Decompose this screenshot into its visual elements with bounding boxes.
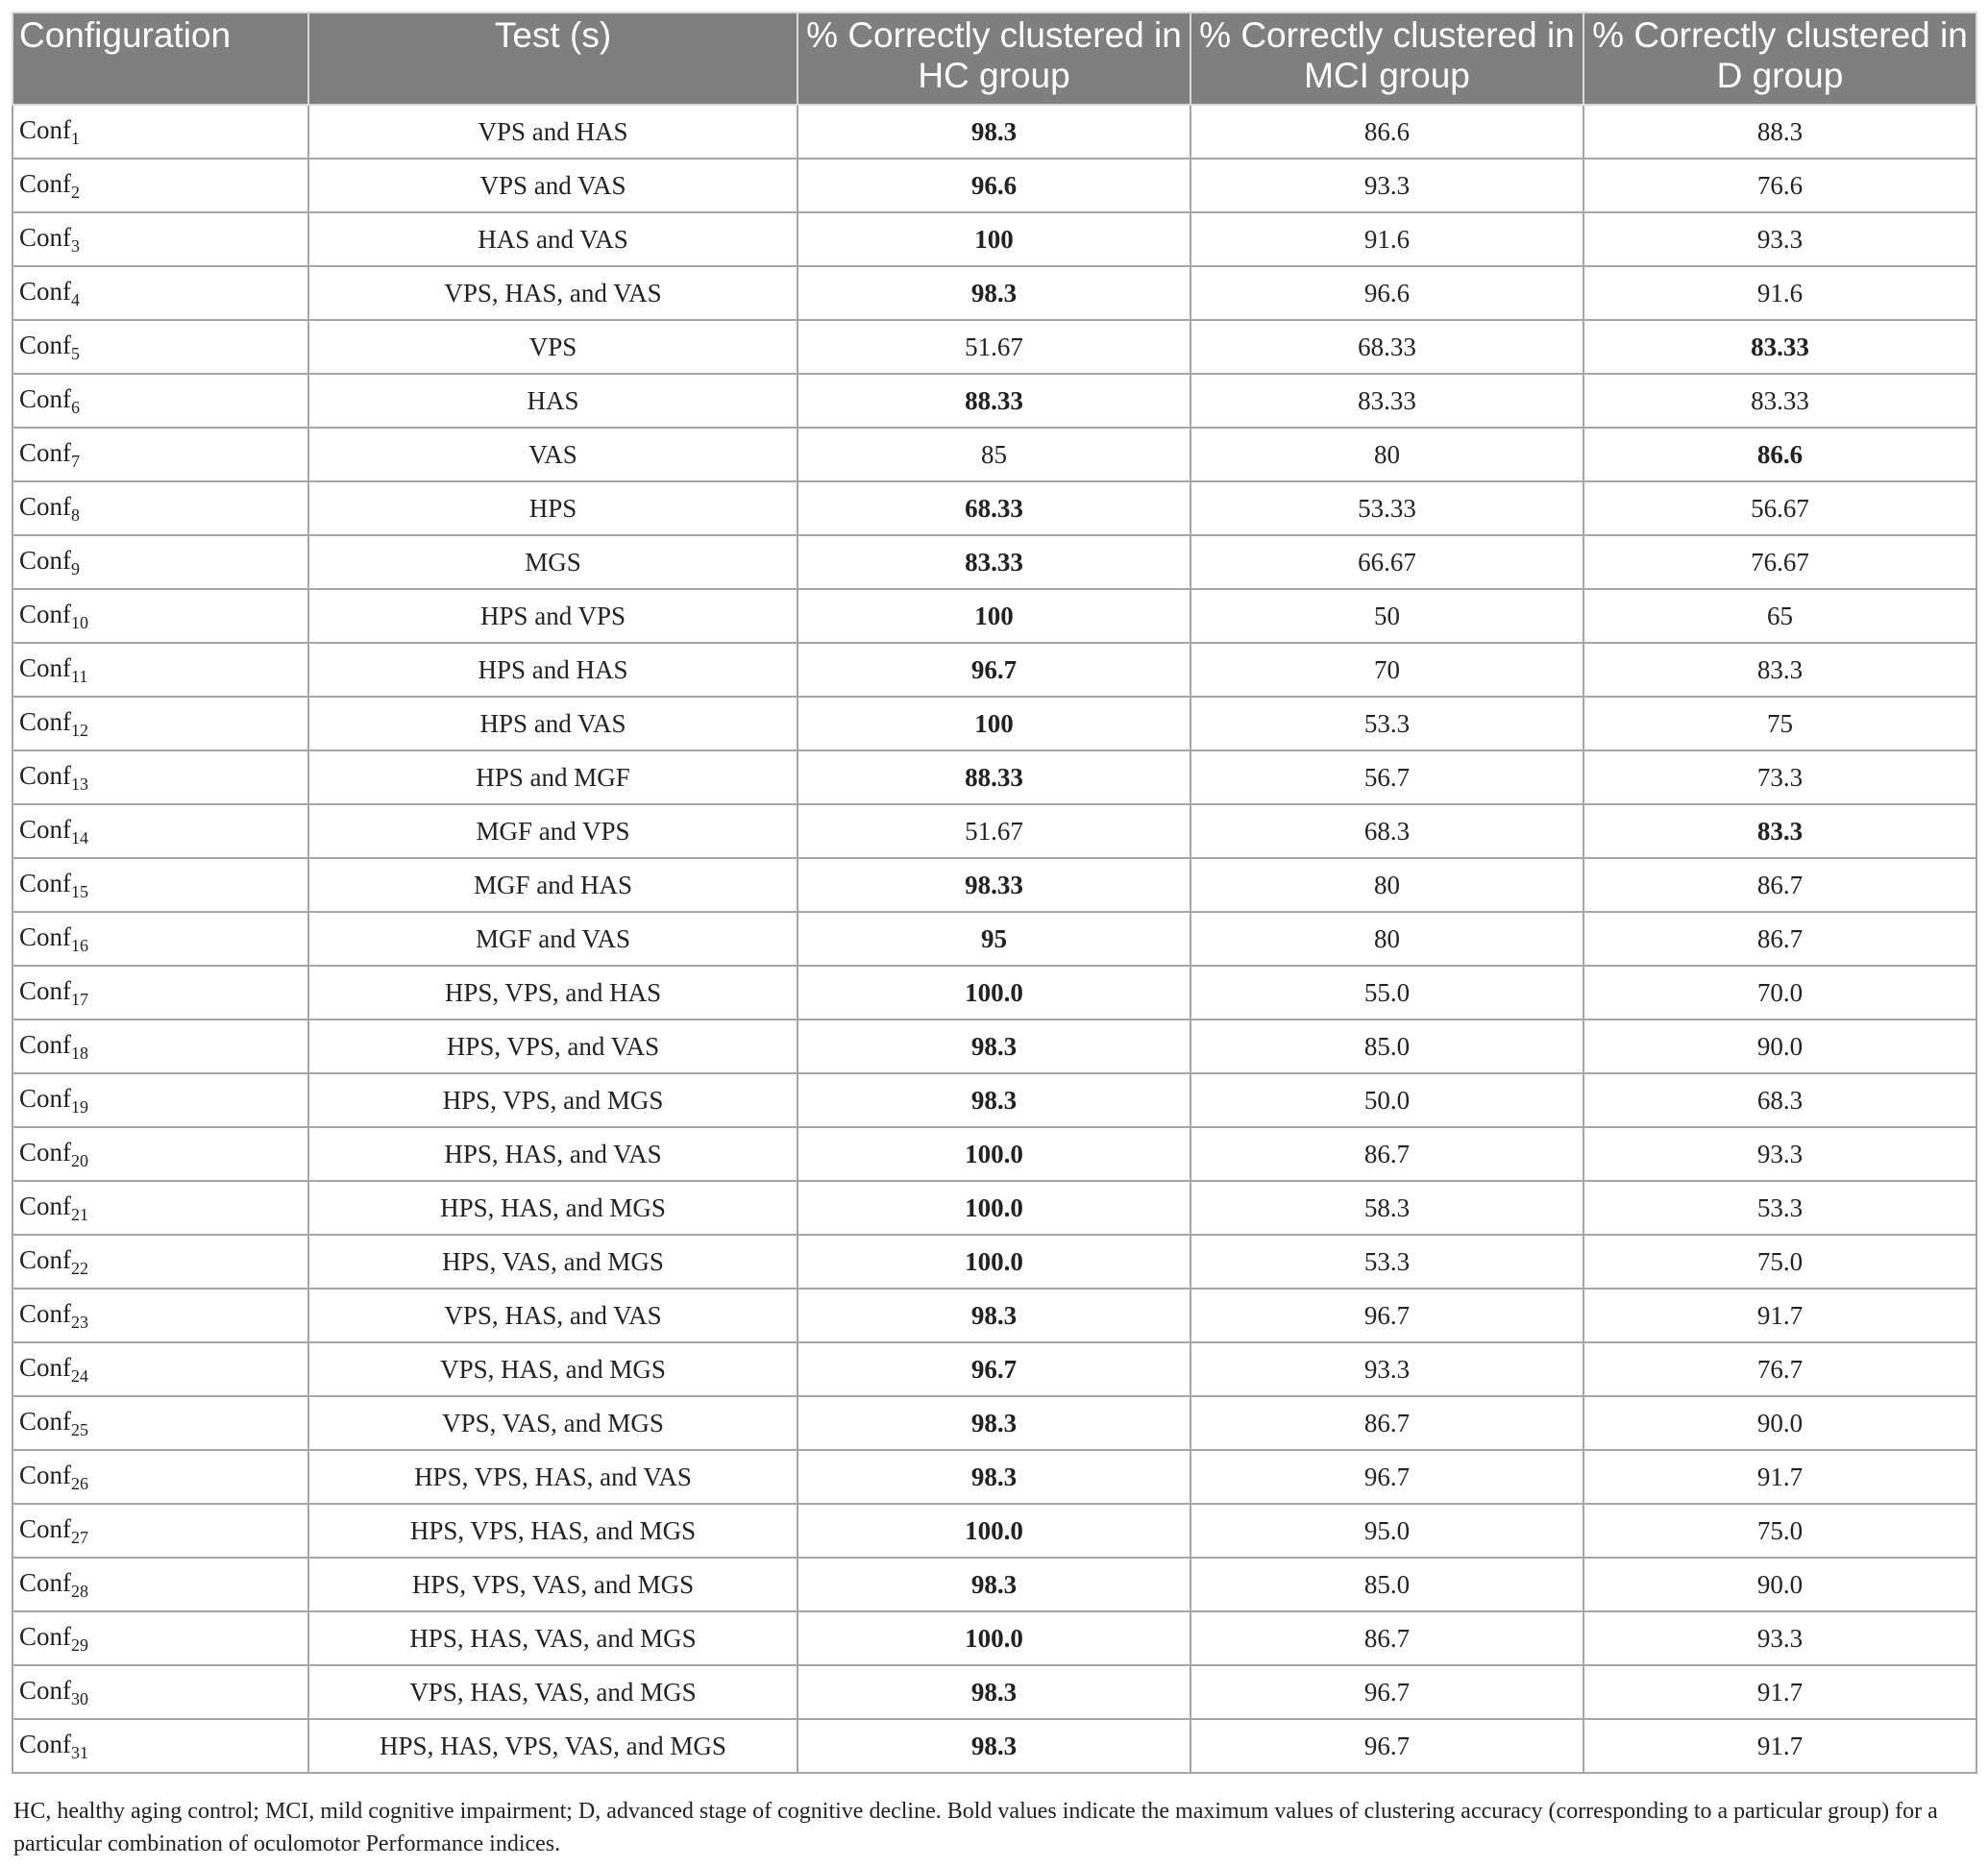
cell-tests: HPS, VAS, and MGS	[308, 1235, 798, 1289]
configuration-index: 24	[71, 1365, 88, 1386]
header-hc-group: % Correctly clustered in HC group	[798, 12, 1190, 105]
cell-d-value: 75	[1583, 697, 1976, 750]
cell-d-value: 91.7	[1583, 1665, 1976, 1719]
cell-configuration	[12, 1289, 308, 1342]
configuration-index: 8	[71, 504, 80, 525]
cell-tests: HPS, HAS, VPS, VAS, and MGS	[308, 1719, 798, 1773]
table-row	[12, 159, 1976, 212]
header-d-group: % Correctly clustered in D group	[1583, 12, 1976, 105]
configuration-label: Conf	[19, 1244, 71, 1274]
configuration-label: Conf	[19, 1083, 71, 1113]
configuration-index: 26	[71, 1473, 88, 1493]
cell-hc-value: 98.3	[798, 1289, 1190, 1342]
cell-hc-value: 98.3	[798, 1719, 1190, 1773]
cell-configuration	[12, 535, 308, 589]
cell-tests: VPS, HAS, and VAS	[308, 266, 798, 320]
cell-hc-value: 100.0	[798, 1611, 1190, 1665]
table-row	[12, 858, 1976, 912]
cell-d-value: 91.7	[1583, 1719, 1976, 1773]
configuration-label: Conf	[19, 330, 71, 359]
cell-tests: HPS, HAS, and MGS	[308, 1181, 798, 1235]
configuration-index: 23	[71, 1312, 88, 1332]
configuration-label: Conf	[19, 760, 71, 790]
cell-tests: MGF and VPS	[308, 804, 798, 858]
cell-configuration	[12, 1235, 308, 1289]
cell-configuration	[12, 212, 308, 266]
cell-hc-value: 51.67	[798, 320, 1190, 374]
cell-mci-value: 96.7	[1190, 1450, 1583, 1504]
table-row	[12, 966, 1976, 1019]
cell-tests: HPS, VPS, and VAS	[308, 1019, 798, 1073]
cell-configuration	[12, 1073, 308, 1127]
cell-mci-value: 68.33	[1190, 320, 1583, 374]
cell-mci-value: 66.67	[1190, 535, 1583, 589]
cell-mci-value: 83.33	[1190, 374, 1583, 428]
configuration-label: Conf	[19, 222, 71, 252]
cell-hc-value: 88.33	[798, 374, 1190, 428]
configuration-label: Conf	[19, 868, 71, 897]
cell-mci-value: 55.0	[1190, 966, 1583, 1019]
configuration-index: 27	[71, 1527, 88, 1547]
cell-d-value: 86.7	[1583, 912, 1976, 966]
table-row	[12, 912, 1976, 966]
configuration-label: Conf	[19, 1621, 71, 1651]
cell-mci-value: 86.7	[1190, 1611, 1583, 1665]
cell-d-value: 93.3	[1583, 1127, 1976, 1181]
configuration-label: Conf	[19, 1191, 71, 1220]
cell-mci-value: 56.7	[1190, 750, 1583, 804]
cell-hc-value: 51.67	[798, 804, 1190, 858]
table-header	[12, 12, 1976, 105]
cell-tests: HAS	[308, 374, 798, 428]
table-row	[12, 374, 1976, 428]
cell-hc-value: 98.3	[798, 1665, 1190, 1719]
cell-d-value: 93.3	[1583, 212, 1976, 266]
configuration-index: 12	[71, 720, 88, 740]
cell-d-value: 76.7	[1583, 1342, 1976, 1396]
cell-mci-value: 93.3	[1190, 1342, 1583, 1396]
cell-d-value: 76.6	[1583, 159, 1976, 212]
cell-mci-value: 50	[1190, 589, 1583, 643]
cell-configuration	[12, 912, 308, 966]
cell-mci-value: 86.6	[1190, 105, 1583, 159]
cell-tests: VPS, HAS, and VAS	[308, 1289, 798, 1342]
cell-tests: HAS and VAS	[308, 212, 798, 266]
configuration-label: Conf	[19, 114, 71, 144]
cell-d-value: 93.3	[1583, 1611, 1976, 1665]
cell-mci-value: 80	[1190, 858, 1583, 912]
table-row	[12, 320, 1976, 374]
cell-tests: MGF and HAS	[308, 858, 798, 912]
table-row	[12, 1289, 1976, 1342]
cell-configuration	[12, 1719, 308, 1773]
cell-configuration	[12, 266, 308, 320]
configuration-index: 29	[71, 1634, 88, 1655]
table-row	[12, 589, 1976, 643]
cell-hc-value: 98.3	[798, 1450, 1190, 1504]
configuration-label: Conf	[19, 1460, 71, 1489]
table-row	[12, 1235, 1976, 1289]
cell-tests: HPS, HAS, VAS, and MGS	[308, 1611, 798, 1665]
cell-tests: MGF and VAS	[308, 912, 798, 966]
cell-mci-value: 85.0	[1190, 1558, 1583, 1611]
configuration-index: 11	[71, 666, 88, 686]
cell-d-value: 56.67	[1583, 481, 1976, 535]
cell-configuration	[12, 1396, 308, 1450]
configuration-index: 2	[71, 182, 80, 202]
configuration-index: 28	[71, 1581, 88, 1601]
cell-hc-value: 98.3	[798, 1073, 1190, 1127]
cell-configuration	[12, 697, 308, 750]
cell-configuration	[12, 643, 308, 697]
table-row	[12, 1342, 1976, 1396]
cell-configuration	[12, 105, 308, 159]
header-mci-group: % Correctly clustered in MCI group	[1190, 12, 1583, 105]
configuration-label: Conf	[19, 1029, 71, 1059]
cell-hc-value: 68.33	[798, 481, 1190, 535]
cell-mci-value: 93.3	[1190, 159, 1583, 212]
configuration-label: Conf	[19, 276, 71, 306]
header-tests: Test (s)	[308, 12, 798, 105]
cell-d-value: 75.0	[1583, 1504, 1976, 1558]
cell-tests: HPS, HAS, and VAS	[308, 1127, 798, 1181]
cell-tests: VPS, HAS, and MGS	[308, 1342, 798, 1396]
table-row	[12, 750, 1976, 804]
configuration-index: 4	[71, 289, 80, 309]
configuration-label: Conf	[19, 1567, 71, 1597]
table-row	[12, 1073, 1976, 1127]
configuration-index: 10	[71, 612, 88, 632]
configuration-label: Conf	[19, 168, 71, 198]
table-row	[12, 428, 1976, 481]
cell-d-value: 90.0	[1583, 1396, 1976, 1450]
cell-configuration	[12, 589, 308, 643]
cell-configuration	[12, 966, 308, 1019]
cell-mci-value: 80	[1190, 912, 1583, 966]
cell-mci-value: 58.3	[1190, 1181, 1583, 1235]
table-row	[12, 697, 1976, 750]
configuration-index: 25	[71, 1419, 88, 1439]
cell-hc-value: 98.3	[798, 105, 1190, 159]
configuration-index: 19	[71, 1096, 88, 1117]
configuration-label: Conf	[19, 1406, 71, 1436]
configuration-index: 31	[71, 1742, 88, 1762]
cell-d-value: 83.3	[1583, 804, 1976, 858]
cell-mci-value: 85.0	[1190, 1019, 1583, 1073]
configuration-label: Conf	[19, 437, 71, 467]
cell-mci-value: 91.6	[1190, 212, 1583, 266]
cell-configuration	[12, 1181, 308, 1235]
cell-d-value: 91.7	[1583, 1450, 1976, 1504]
configuration-index: 3	[71, 235, 80, 256]
configuration-label: Conf	[19, 975, 71, 1005]
cell-hc-value: 98.3	[798, 266, 1190, 320]
table-row	[12, 212, 1976, 266]
cell-tests: VPS and VAS	[308, 159, 798, 212]
cell-hc-value: 96.6	[798, 159, 1190, 212]
configuration-label: Conf	[19, 652, 71, 682]
table-row	[12, 1450, 1976, 1504]
cell-hc-value: 100.0	[798, 1504, 1190, 1558]
cell-tests: VPS, HAS, VAS, and MGS	[308, 1665, 798, 1719]
cell-configuration	[12, 1558, 308, 1611]
configuration-index: 20	[71, 1150, 88, 1170]
cell-configuration	[12, 1665, 308, 1719]
configuration-index: 13	[71, 774, 88, 794]
cell-configuration	[12, 1504, 308, 1558]
configuration-index: 16	[71, 935, 88, 955]
cell-hc-value: 88.33	[798, 750, 1190, 804]
cell-configuration	[12, 750, 308, 804]
cell-d-value: 91.7	[1583, 1289, 1976, 1342]
cell-configuration	[12, 1611, 308, 1665]
cell-mci-value: 96.7	[1190, 1665, 1583, 1719]
table-row	[12, 1127, 1976, 1181]
cell-d-value: 88.3	[1583, 105, 1976, 159]
configuration-index: 17	[71, 989, 88, 1009]
cell-tests: VAS	[308, 428, 798, 481]
cell-mci-value: 96.7	[1190, 1289, 1583, 1342]
cell-hc-value: 98.3	[798, 1396, 1190, 1450]
cell-hc-value: 98.3	[798, 1019, 1190, 1073]
cell-hc-value: 100	[798, 212, 1190, 266]
cell-d-value: 83.3	[1583, 643, 1976, 697]
cell-mci-value: 53.3	[1190, 697, 1583, 750]
cell-configuration	[12, 320, 308, 374]
cell-hc-value: 95	[798, 912, 1190, 966]
cell-mci-value: 95.0	[1190, 1504, 1583, 1558]
cell-d-value: 73.3	[1583, 750, 1976, 804]
table-row	[12, 643, 1976, 697]
cell-mci-value: 53.3	[1190, 1235, 1583, 1289]
cell-configuration	[12, 481, 308, 535]
cell-tests: HPS, VPS, HAS, and MGS	[308, 1504, 798, 1558]
cell-tests: HPS, VPS, and MGS	[308, 1073, 798, 1127]
table-row	[12, 1181, 1976, 1235]
configuration-index: 18	[71, 1043, 88, 1063]
cell-tests: VPS and HAS	[308, 105, 798, 159]
cell-d-value: 86.7	[1583, 858, 1976, 912]
table-row	[12, 1396, 1976, 1450]
table-row	[12, 105, 1976, 159]
table-row	[12, 1611, 1976, 1665]
cell-tests: VPS, VAS, and MGS	[308, 1396, 798, 1450]
cell-d-value: 68.3	[1583, 1073, 1976, 1127]
cell-tests: VPS	[308, 320, 798, 374]
cell-mci-value: 96.7	[1190, 1719, 1583, 1773]
cell-mci-value: 80	[1190, 428, 1583, 481]
configuration-label: Conf	[19, 599, 71, 628]
cell-mci-value: 68.3	[1190, 804, 1583, 858]
cell-tests: HPS and VAS	[308, 697, 798, 750]
cell-mci-value: 70	[1190, 643, 1583, 697]
cell-configuration	[12, 1127, 308, 1181]
cell-configuration	[12, 1019, 308, 1073]
table-row	[12, 1665, 1976, 1719]
table-row	[12, 481, 1976, 535]
cell-tests: HPS, VPS, HAS, and VAS	[308, 1450, 798, 1504]
cell-hc-value: 100	[798, 697, 1190, 750]
cell-configuration	[12, 804, 308, 858]
configuration-index: 9	[71, 558, 80, 578]
cell-hc-value: 100	[798, 589, 1190, 643]
configuration-label: Conf	[19, 1137, 71, 1167]
configuration-index: 21	[71, 1204, 88, 1224]
configuration-label: Conf	[19, 1513, 71, 1543]
cell-d-value: 86.6	[1583, 428, 1976, 481]
configuration-label: Conf	[19, 1675, 71, 1705]
cell-d-value: 90.0	[1583, 1558, 1976, 1611]
cell-tests: HPS and HAS	[308, 643, 798, 697]
configuration-label: Conf	[19, 383, 71, 413]
cell-tests: HPS	[308, 481, 798, 535]
configuration-label: Conf	[19, 1298, 71, 1328]
cell-hc-value: 83.33	[798, 535, 1190, 589]
cell-hc-value: 96.7	[798, 1342, 1190, 1396]
cell-configuration	[12, 374, 308, 428]
cell-d-value: 75.0	[1583, 1235, 1976, 1289]
cell-configuration	[12, 428, 308, 481]
table-row	[12, 1558, 1976, 1611]
cell-configuration	[12, 1342, 308, 1396]
cell-tests: HPS, VPS, VAS, and MGS	[308, 1558, 798, 1611]
cell-mci-value: 86.7	[1190, 1396, 1583, 1450]
configuration-label: Conf	[19, 814, 71, 844]
cell-hc-value: 85	[798, 428, 1190, 481]
cell-d-value: 76.67	[1583, 535, 1976, 589]
configuration-index: 1	[71, 128, 80, 148]
configuration-label: Conf	[19, 1352, 71, 1382]
cell-d-value: 83.33	[1583, 320, 1976, 374]
configuration-index: 15	[71, 881, 88, 901]
configuration-label: Conf	[19, 545, 71, 575]
cell-tests: HPS and VPS	[308, 589, 798, 643]
table-footnote: HC, healthy aging control; MCI, mild cognitive impairment; D, advanced stage of cognitive decline. Bold values indicate the maximum values of clustering accuracy (corresponding to a particular group) for a particular combination of oculomotor Performance indices.	[13, 1799, 1938, 1856]
cell-mci-value: 96.6	[1190, 266, 1583, 320]
cell-tests: HPS, VPS, and HAS	[308, 966, 798, 1019]
cell-hc-value: 100.0	[798, 1181, 1190, 1235]
cell-hc-value: 98.33	[798, 858, 1190, 912]
cell-d-value: 65	[1583, 589, 1976, 643]
cell-d-value: 91.6	[1583, 266, 1976, 320]
table-row	[12, 804, 1976, 858]
cell-tests: HPS and MGF	[308, 750, 798, 804]
results-table-container	[12, 12, 1976, 1774]
header-configuration: Configuration	[12, 12, 308, 105]
table-row	[12, 266, 1976, 320]
cell-mci-value: 50.0	[1190, 1073, 1583, 1127]
table-row	[12, 1019, 1976, 1073]
cell-hc-value: 100.0	[798, 966, 1190, 1019]
cell-configuration	[12, 159, 308, 212]
configuration-index: 30	[71, 1688, 88, 1708]
cell-tests: MGS	[308, 535, 798, 589]
configuration-index: 5	[71, 343, 80, 363]
configuration-label: Conf	[19, 921, 71, 951]
configuration-index: 14	[71, 827, 88, 848]
cell-hc-value: 98.3	[798, 1558, 1190, 1611]
configuration-label: Conf	[19, 706, 71, 736]
table-row	[12, 535, 1976, 589]
configuration-index: 7	[71, 451, 80, 471]
configuration-index: 6	[71, 397, 80, 417]
cell-mci-value: 53.33	[1190, 481, 1583, 535]
cell-d-value: 90.0	[1583, 1019, 1976, 1073]
table-row	[12, 1719, 1976, 1773]
cell-hc-value: 96.7	[798, 643, 1190, 697]
cell-d-value: 83.33	[1583, 374, 1976, 428]
cell-hc-value: 100.0	[798, 1235, 1190, 1289]
configuration-index: 22	[71, 1258, 88, 1278]
clustering-results-table	[12, 12, 1977, 1774]
cell-d-value: 70.0	[1583, 966, 1976, 1019]
cell-d-value: 53.3	[1583, 1181, 1976, 1235]
header-row	[12, 12, 1976, 105]
cell-mci-value: 86.7	[1190, 1127, 1583, 1181]
configuration-label: Conf	[19, 491, 71, 521]
cell-hc-value: 100.0	[798, 1127, 1190, 1181]
table-body	[12, 105, 1976, 1773]
cell-configuration	[12, 1450, 308, 1504]
table-row	[12, 1504, 1976, 1558]
configuration-label: Conf	[19, 1729, 71, 1758]
cell-configuration	[12, 858, 308, 912]
